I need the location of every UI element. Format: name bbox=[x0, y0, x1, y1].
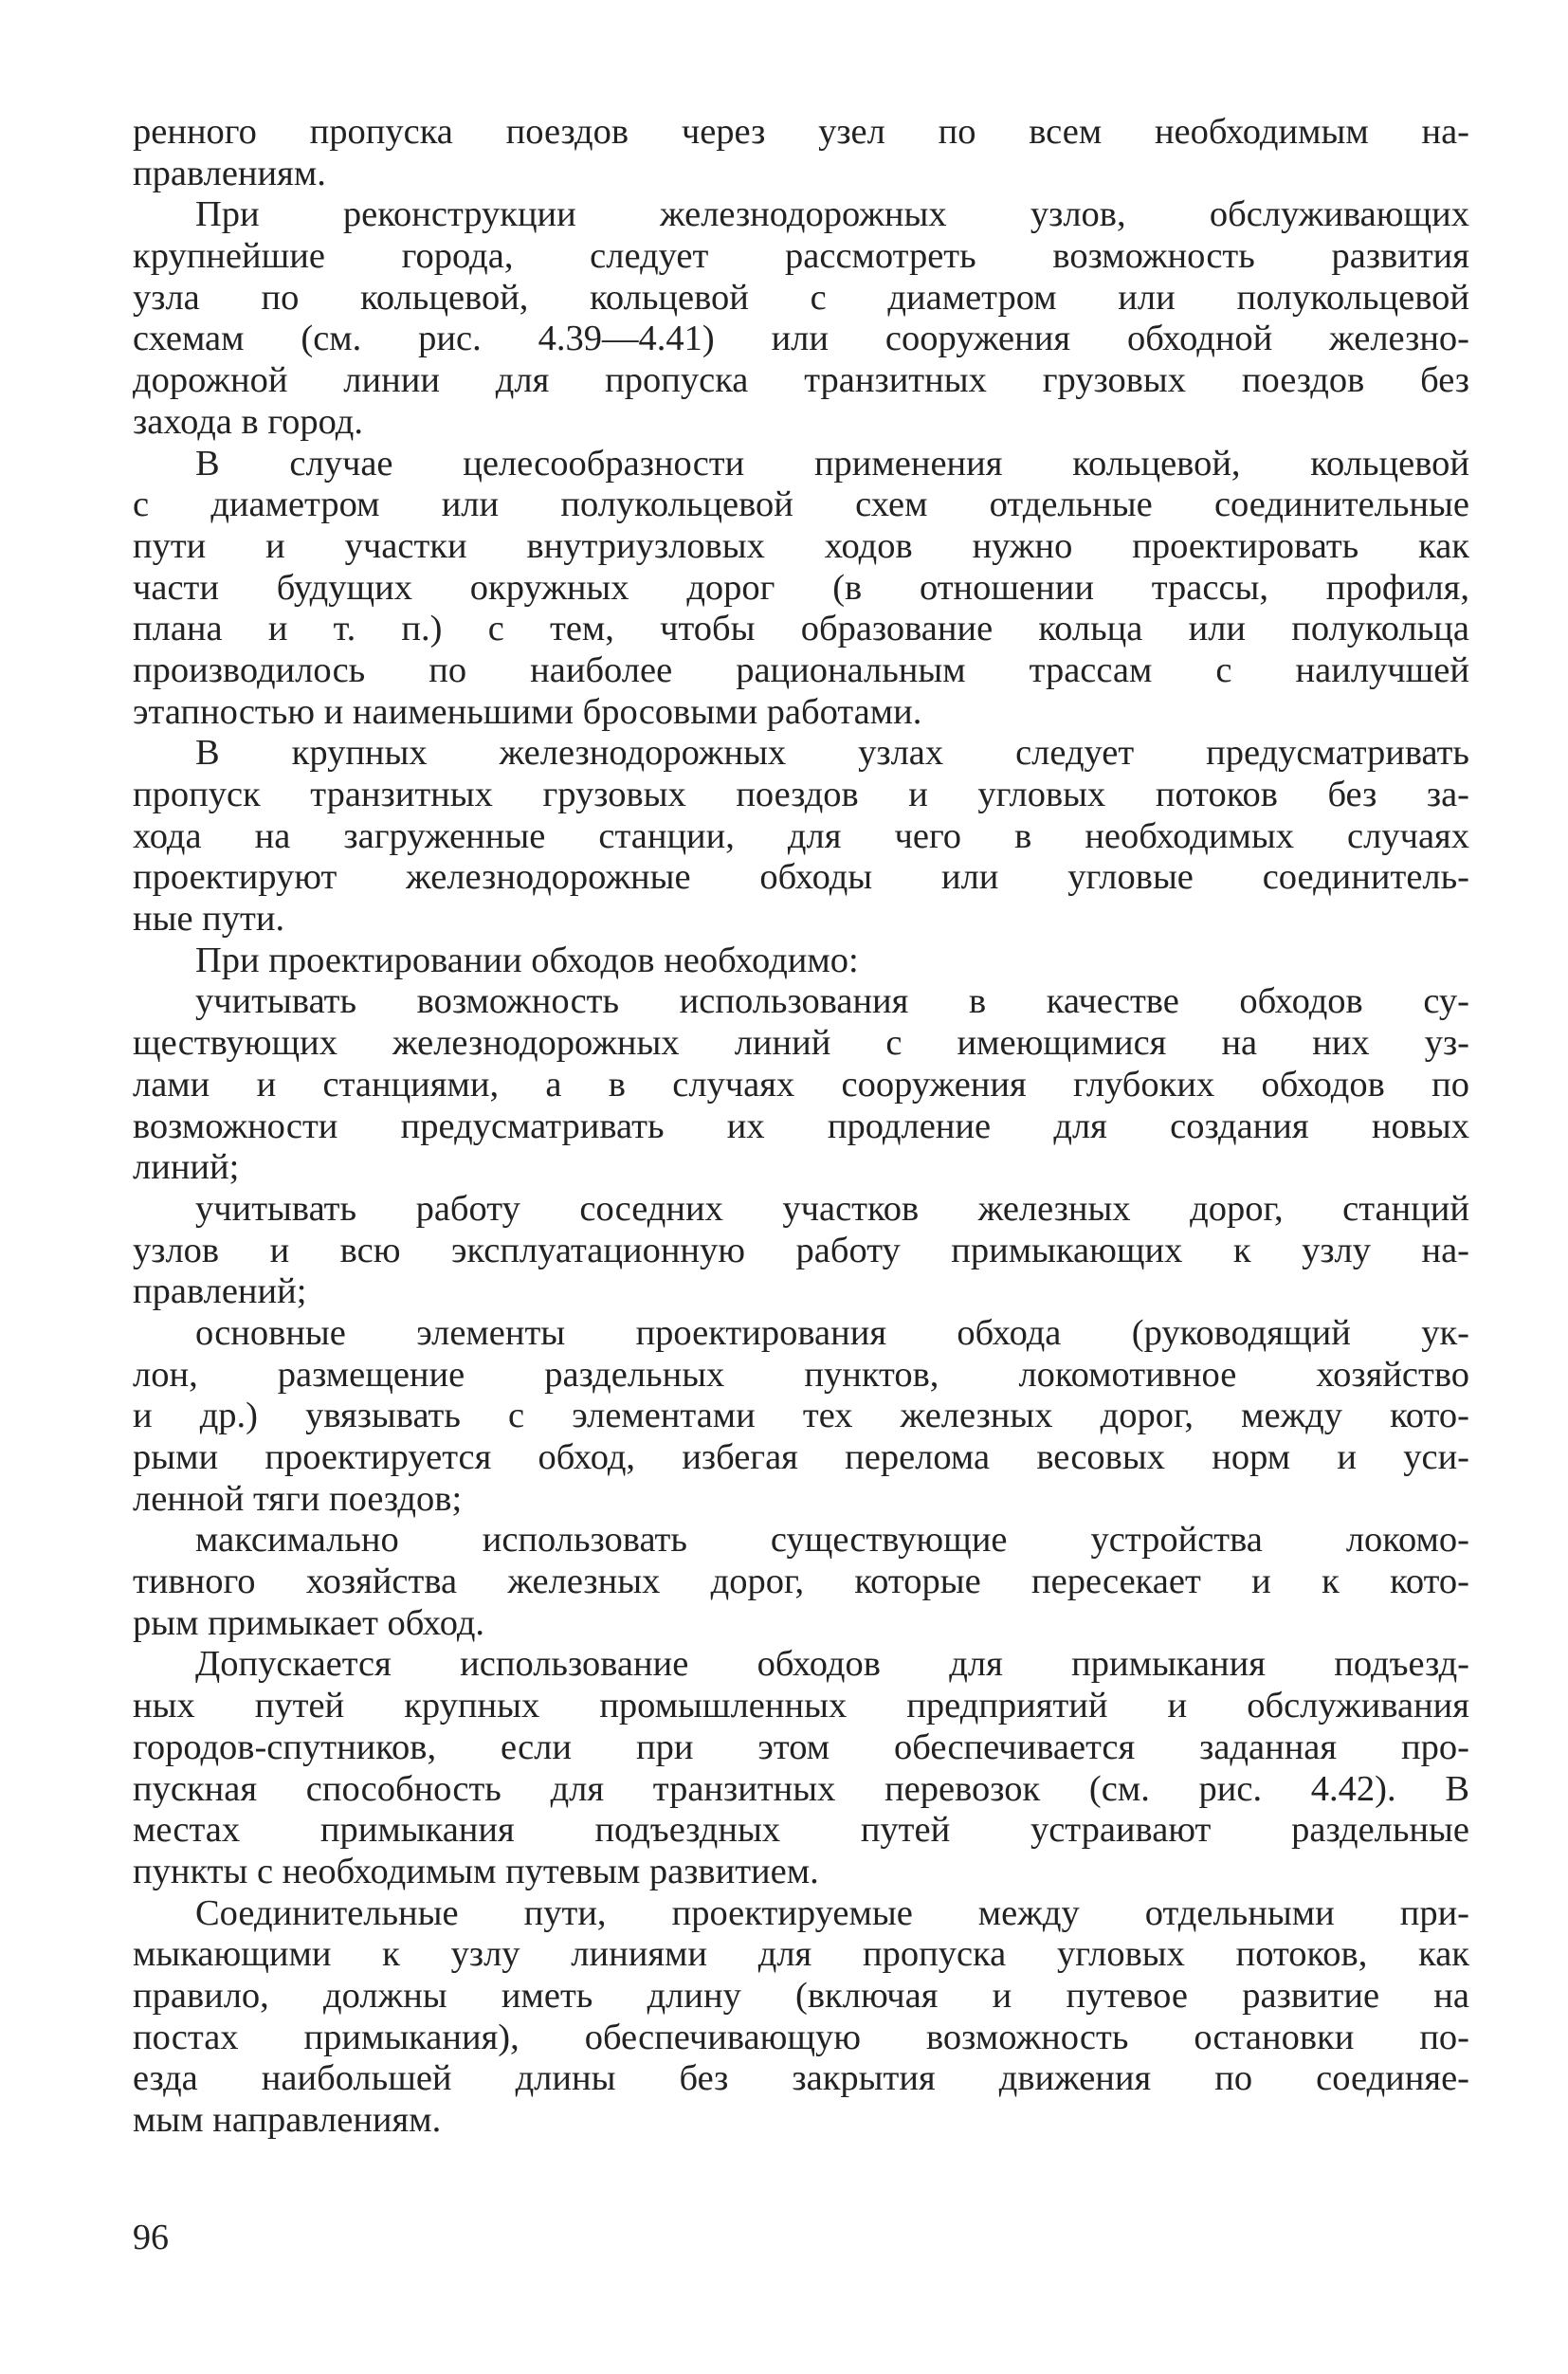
text-line: мым направлениям. bbox=[133, 2100, 442, 2140]
text-line: основные элементы проектирования обхода (руководящий ук- bbox=[195, 1312, 1469, 1353]
text-line: пункты с необходимым путевым развитием. bbox=[133, 1851, 819, 1891]
text-line: лон, размещение раздельных пунктов, локомотивное хозяйство bbox=[133, 1354, 1469, 1395]
text-line: крупнейшие города, следует рассмотреть возможность развития bbox=[133, 236, 1469, 277]
text-line: правлений; bbox=[133, 1271, 307, 1312]
text-line: захода в город. bbox=[133, 401, 364, 442]
text-line: хода на загруженные станции, для чего в необходимых случаях bbox=[133, 815, 1469, 856]
page-body bbox=[133, 112, 1469, 2142]
text-line: пропуск транзитных грузовых поездов и угловых потоков без за- bbox=[133, 775, 1469, 814]
text-line: ные пути. bbox=[133, 899, 285, 940]
text-line: ленной тяги поездов; bbox=[133, 1478, 463, 1519]
text-line: учитывать работу соседних участков железных дорог, станций bbox=[195, 1188, 1469, 1229]
text-line: местах примыкания подъездных путей устраивают раздельные bbox=[133, 1810, 1469, 1851]
text-line: возможности предусматривать их продление для создания новых bbox=[133, 1105, 1469, 1146]
text-line: дорожной линии для пропуска транзитных грузовых поездов без bbox=[133, 360, 1469, 401]
text-line: этапностью и наименьшими бросовыми работами. bbox=[133, 691, 922, 732]
text-line: узла по кольцевой, кольцевой с диаметром или полукольцевой bbox=[133, 277, 1469, 318]
text-line: В случае целесообразности применения кольцевой, кольцевой bbox=[195, 443, 1469, 484]
text-line: линий; bbox=[133, 1147, 240, 1188]
text-line: узлов и всю эксплуатационную работу примыкающих к узлу на- bbox=[133, 1230, 1469, 1270]
text-line: рым примыкает обход. bbox=[133, 1602, 485, 1643]
text-line: максимально использовать существующие устройства локомо- bbox=[195, 1520, 1469, 1561]
text-line: мыкающими к узлу линиями для пропуска угловых потоков, как bbox=[133, 1934, 1469, 1975]
text-line: ренного пропуска поездов через узел по всем необходимым на- bbox=[133, 112, 1469, 152]
text-line: плана и т. п.) с тем, чтобы образование кольца или полукольца bbox=[133, 609, 1469, 649]
text-line: В крупных железнодорожных узлах следует предусматривать bbox=[195, 733, 1469, 774]
text-line: производилось по наиболее рациональным трассам с наилучшей bbox=[133, 649, 1469, 690]
text-line: езда наибольшей длины без закрытия движения по соединяе- bbox=[133, 2058, 1469, 2099]
text-line: рыми проектируется обход, избегая перелома весовых норм и уси- bbox=[133, 1437, 1469, 1477]
text-line: постах примыкания), обеспечивающую возможность остановки по- bbox=[133, 2017, 1469, 2057]
text-line: При реконструкции железнодорожных узлов, обслуживающих bbox=[195, 194, 1469, 235]
text-line: схемам (см. рис. 4.39—4.41) или сооружения обходной железно- bbox=[133, 319, 1469, 359]
text-line: тивного хозяйства железных дорог, которые пересекает и к кото- bbox=[133, 1561, 1469, 1602]
text-line: Соединительные пути, проектируемые между отдельными при- bbox=[195, 1892, 1469, 1933]
text-line: ных путей крупных промышленных предприятий и обслуживания bbox=[133, 1686, 1469, 1726]
text-line: учитывать возможность использования в качестве обходов су- bbox=[195, 981, 1469, 1022]
text-line: лами и станциями, а в случаях сооружения глубоких обходов по bbox=[133, 1064, 1469, 1105]
page-number: 96 bbox=[133, 2218, 169, 2257]
text-line: с диаметром или полукольцевой схем отдельные соединительные bbox=[133, 484, 1469, 525]
text-line: правлениям. bbox=[133, 153, 326, 193]
text-line: правило, должны иметь длину (включая и путевое развитие на bbox=[133, 1975, 1469, 2016]
text-line: При проектировании обходов необходимо: bbox=[195, 940, 859, 980]
text-line: ществующих железнодорожных линий с имеющимися на них уз- bbox=[133, 1023, 1469, 1064]
text-line: и др.) увязывать с элементами тех железных дорог, между кото- bbox=[133, 1396, 1469, 1436]
text-line: части будущих окружных дорог (в отношении трассы, профиля, bbox=[133, 567, 1469, 608]
text-line: пускная способность для транзитных перевозок (см. рис. 4.42). В bbox=[133, 1768, 1469, 1809]
text-line: городов-спутников, если при этом обеспечивается заданная про- bbox=[133, 1726, 1469, 1767]
text-line: проектируют железнодорожные обходы или угловые соединитель- bbox=[133, 857, 1469, 898]
text-line: Допускается использование обходов для примыкания подъезд- bbox=[195, 1644, 1469, 1685]
text-line: пути и участки внутриузловых ходов нужно проектировать как bbox=[133, 525, 1469, 566]
